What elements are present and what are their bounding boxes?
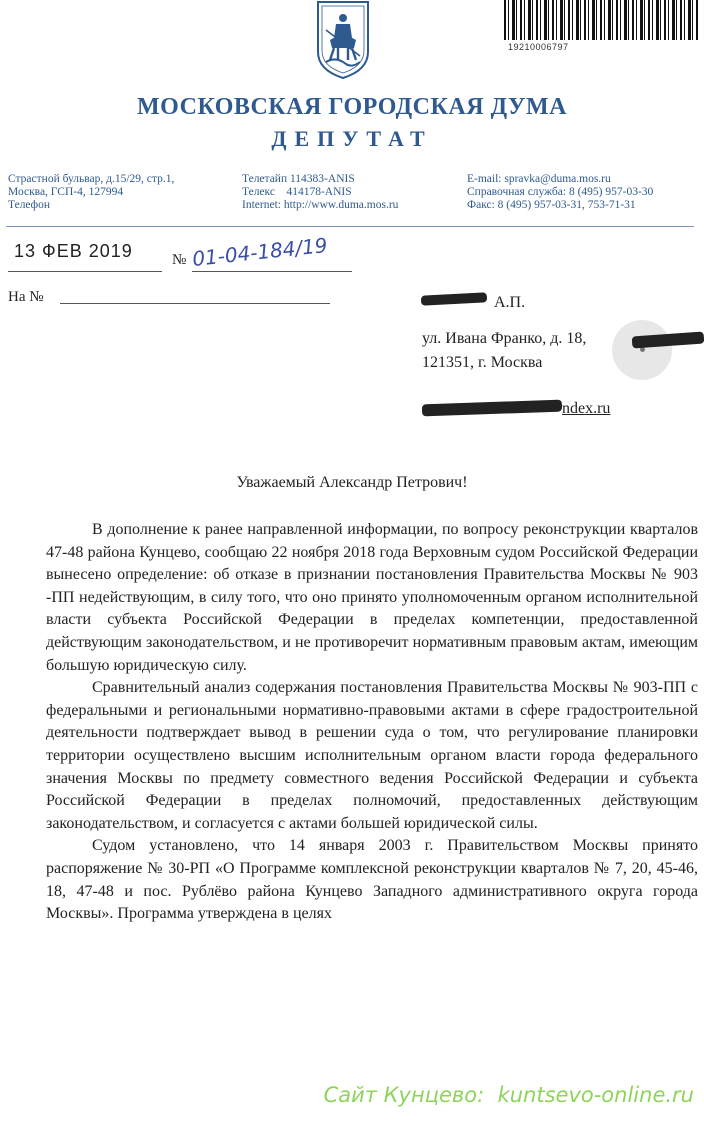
header-divider [6, 226, 694, 227]
redaction-mark [421, 292, 487, 305]
reference-label: На № [8, 289, 44, 305]
organization-title: МОСКОВСКАЯ ГОРОДСКАЯ ДУМА [137, 94, 567, 120]
contact-line: Телекс 414178-ANIS [242, 186, 352, 198]
number-label: № [172, 252, 187, 268]
recipient-address-street: ул. Ивана Франко, д. 18, [422, 330, 587, 347]
paragraph: Судом установлено, что 14 января 2003 г. Правительством Москвы принято распоряжение № 30-РП «О Программе комплексной реконструкции кварталов № 7, 20, 45-46, 18, 47-48 и пос. Рублёво района Кунцево Западного административного округа города Москвы». Программа утверждена в целях [46, 837, 698, 923]
site-watermark: Сайт Кунцево: kuntsevo-online.ru [323, 1083, 694, 1107]
contacts-telegraph [242, 173, 398, 212]
contacts-address [8, 173, 174, 212]
contact-line: Москва, ГСП-4, 127994 [8, 186, 124, 198]
recipient-name: А.П. [494, 294, 526, 311]
barcode-number: 19210006797 [508, 42, 569, 52]
reference-underline [60, 303, 330, 304]
contact-line: Страстной бульвар, д.15/29, стр.1, [8, 173, 175, 185]
contact-line: Факс: 8 (495) 957-03-31, 753-71-31 [467, 199, 636, 211]
contact-line: Телетайп 114383-ANIS [242, 173, 355, 185]
contacts-email-phone [467, 173, 653, 212]
paragraph: Сравнительный анализ содержания постановления Правительства Москвы № 903-ПП с федеральными и региональными нормативно-правовыми актами в сфере градостроительной деятельности подтверждает вывод в решении суда о том, что регулирование планировки территории осуществлено высшим исполнительным органом власти города федерального значения Москвы по предмету совместного ведения Российской Федерации и субъекта Российской Федерации в пределах полномочий, предоставленных действующим законодательством, и согласуется с актами большей юридической силы. [46, 679, 698, 832]
greeting: Уважаемый Александр Петрович! [236, 474, 468, 491]
date-underline [8, 271, 162, 272]
date-stamp: 13 ФЕВ 2019 [14, 241, 133, 261]
contact-line: Internet: http://www.duma.mos.ru [242, 199, 399, 211]
barcode [504, 0, 698, 40]
number-underline [192, 271, 352, 272]
recipient-address-city: 121351, г. Москва [422, 354, 543, 371]
contact-line: Справочная служба: 8 (495) 957-03-30 [467, 186, 654, 198]
redaction-mark [422, 400, 562, 417]
contact-line: Телефон [8, 199, 51, 211]
outgoing-number-handwritten: 01-04-184/19 [191, 232, 329, 272]
organization-subtitle: ДЕПУТАТ [271, 126, 433, 151]
paragraph: В дополнение к ранее направленной информации, по вопросу реконструкции кварталов 47-48 района Кунцево, сообщаю 22 ноября 2018 года Верховным судом Российской Федерации вынесено определение: об отказе в признании постановления Правительства Москвы № 903 -ПП недействующим, в силу того, что оно принято уполномоченным органом исполнительной власти субъекта Российской Федерации в пределах компетенции, предоставленной действующим законодательством, и не противоречит нормативным правовым актам, имеющим большую юридическую силу. [46, 521, 698, 674]
recipient-email-suffix: ndex.ru [562, 400, 611, 417]
letter-body [46, 519, 698, 926]
moscow-coat-of-arms-icon [312, 0, 374, 80]
contact-line: E-mail: spravka@duma.mos.ru [467, 173, 611, 185]
